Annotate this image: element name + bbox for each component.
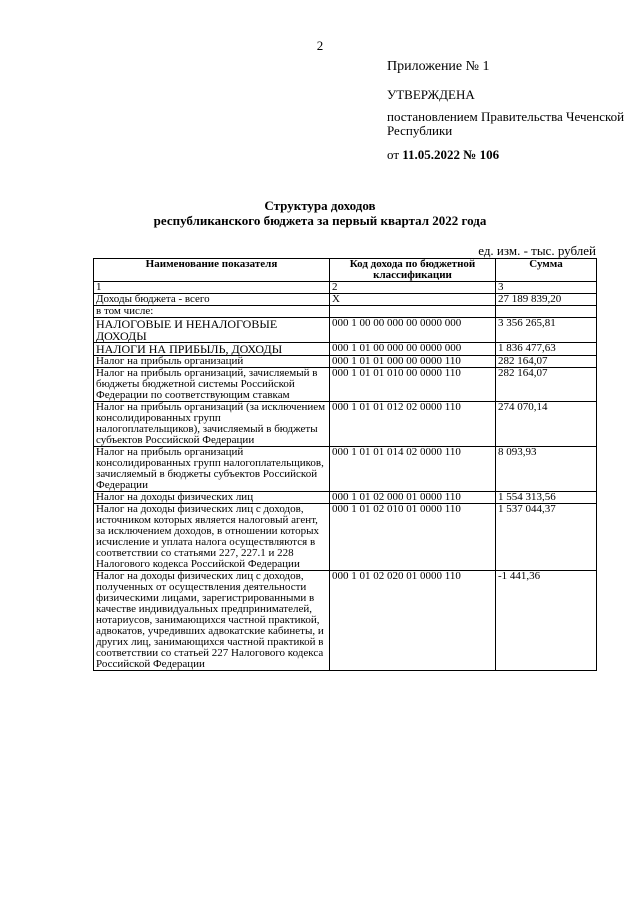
row-sum: 282 164,07: [496, 368, 597, 402]
row-sum: 1 554 313,56: [496, 492, 597, 504]
table-row: [94, 306, 597, 318]
row-name: Налог на прибыль организаций, зачисляемый в бюджеты бюджетной системы Российской Федерации по соответствующим ставкам: [94, 368, 330, 402]
table-row: [94, 504, 597, 571]
row-sum: 1 537 044,37: [496, 504, 597, 571]
row-sum: -1 441,36: [496, 571, 597, 671]
row-name: Налог на доходы физических лиц: [94, 492, 330, 504]
table-row: [94, 492, 597, 504]
appendix-number: Приложение № 1: [387, 59, 490, 74]
date-prefix: от: [387, 147, 400, 162]
row-code: 000 1 01 01 010 00 0000 110: [330, 368, 496, 402]
row-sum: 8 093,93: [496, 447, 597, 492]
table-header-row: [94, 259, 597, 282]
units-label: ед. изм. - тыс. рублей: [478, 243, 596, 258]
table-row: [94, 343, 597, 356]
decree-text: постановлением Правительства Чеченской Республики: [387, 109, 625, 138]
table-row: [94, 356, 597, 368]
row-code: 000 1 01 02 000 01 0000 110: [330, 492, 496, 504]
column-number-row: [94, 282, 597, 294]
date-value: 11.05.2022 № 106: [402, 147, 500, 162]
table-row: [94, 368, 597, 402]
column-number: 2: [330, 282, 496, 294]
page-number: 2: [316, 38, 324, 53]
row-name: Налог на доходы физических лиц с доходов, полученных от осуществления деятельности физическими лицами, зарегистрированными в качестве индивидуальных предпринимателей, нотариусов, занимающихся частной практикой, адвокатов, учредивших адвокатские кабинеты, и других лиц, занимающихся частной практикой в соответствии со статьей 227 Налогового кодекса Российской Федерации: [94, 571, 330, 671]
revenue-table: [93, 258, 597, 671]
row-name: Налог на прибыль организаций консолидированных групп налогоплательщиков, зачисляемый в бюджеты субъектов Российской Федерации: [94, 447, 330, 492]
row-name: НАЛОГОВЫЕ И НЕНАЛОГОВЫЕ ДОХОДЫ: [94, 318, 330, 343]
table-row: [94, 571, 597, 671]
document-title: [0, 198, 640, 228]
row-name: в том числе:: [94, 306, 330, 318]
row-code: 000 1 01 00 000 00 0000 000: [330, 343, 496, 356]
row-sum: 3 356 265,81: [496, 318, 597, 343]
row-name: Доходы бюджета - всего: [94, 294, 330, 306]
approved-label: УТВЕРЖДЕНА: [387, 87, 475, 102]
title-line-1: Структура доходов: [264, 198, 376, 213]
decree-date: [387, 148, 627, 162]
row-code: X: [330, 294, 496, 306]
row-name: Налог на доходы физических лиц с доходов, источником которых является налоговый агент, за исключением доходов, в отношении которых исчисление и уплата налога осуществляются в соответствии со статьями 227, 227.1 и 228 Налогового кодекса Российской Федерации: [94, 504, 330, 571]
header-code: Код дохода по бюджетной классификации: [330, 259, 496, 282]
column-number: 1: [94, 282, 330, 294]
row-sum: 274 070,14: [496, 402, 597, 447]
row-code: 000 1 01 02 020 01 0000 110: [330, 571, 496, 671]
row-sum: 1 836 477,63: [496, 343, 597, 356]
row-code: 000 1 01 01 000 00 0000 110: [330, 356, 496, 368]
header-sum: Сумма: [496, 259, 597, 282]
column-number: 3: [496, 282, 597, 294]
table-row: [94, 447, 597, 492]
title-line-2: республиканского бюджета за первый квартал 2022 года: [153, 213, 487, 228]
table-row: [94, 318, 597, 343]
row-name: Налог на прибыль организаций: [94, 356, 330, 368]
row-code: 000 1 00 00 000 00 0000 000: [330, 318, 496, 343]
table-row: [94, 294, 597, 306]
table-row: [94, 402, 597, 447]
appendix-block: [387, 60, 627, 162]
row-code: 000 1 01 01 012 02 0000 110: [330, 402, 496, 447]
row-code: [330, 306, 496, 318]
row-name: Налог на прибыль организаций (за исключением консолидированных групп налогоплательщиков), зачисляемый в бюджеты субъектов Российской Федерации: [94, 402, 330, 447]
row-code: 000 1 01 01 014 02 0000 110: [330, 447, 496, 492]
header-name: Наименование показателя: [94, 259, 330, 282]
row-sum: [496, 306, 597, 318]
row-sum: 282 164,07: [496, 356, 597, 368]
row-code: 000 1 01 02 010 01 0000 110: [330, 504, 496, 571]
row-sum: 27 189 839,20: [496, 294, 597, 306]
row-name: НАЛОГИ НА ПРИБЫЛЬ, ДОХОДЫ: [94, 343, 330, 356]
